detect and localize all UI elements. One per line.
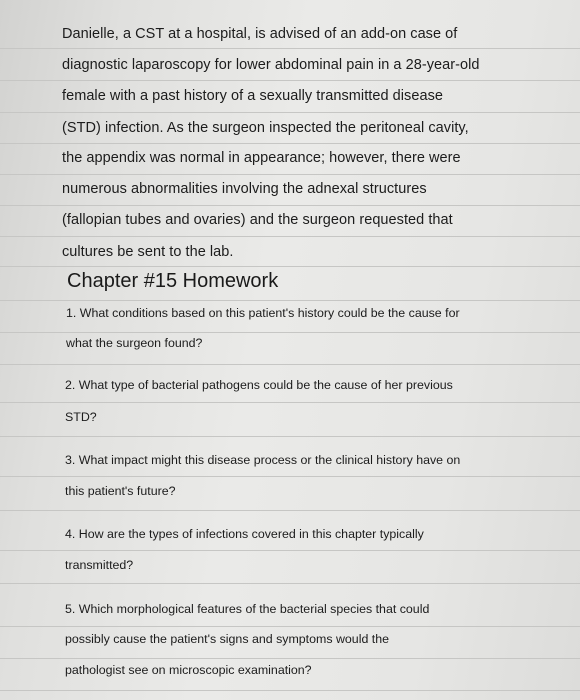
case-line: cultures be sent to the lab.	[62, 244, 234, 260]
question-line: 4. How are the types of infections covered in this chapter typically	[65, 527, 424, 541]
question-line: STD?	[65, 410, 97, 424]
question-line: this patient's future?	[65, 484, 176, 498]
question-line: what the surgeon found?	[66, 336, 203, 350]
case-line: Danielle, a CST at a hospital, is advised of an add-on case of	[62, 26, 458, 42]
question-line: 2. What type of bacterial pathogens could be the cause of her previous	[65, 378, 453, 392]
case-line: female with a past history of a sexually transmitted disease	[62, 88, 443, 104]
page-title: Chapter #15 Homework	[67, 270, 279, 292]
case-line: the appendix was normal in appearance; however, there were	[62, 150, 461, 166]
case-line: (STD) infection. As the surgeon inspected the peritoneal cavity,	[62, 120, 469, 136]
question-line: transmitted?	[65, 558, 134, 572]
question-line: 5. Which morphological features of the bacterial species that could	[65, 602, 430, 616]
question-line: possibly cause the patient's signs and symptoms would the	[65, 632, 390, 646]
case-line: (fallopian tubes and ovaries) and the surgeon requested that	[62, 212, 453, 228]
question-line: 1. What conditions based on this patient's history could be the cause for	[66, 306, 460, 320]
case-line: numerous abnormalities involving the adnexal structures	[62, 181, 427, 197]
question-line: pathologist see on microscopic examination?	[65, 663, 312, 677]
case-line: diagnostic laparoscopy for lower abdominal pain in a 28-year-old	[62, 57, 480, 73]
question-line: 3. What impact might this disease process or the clinical history have on	[65, 453, 461, 467]
